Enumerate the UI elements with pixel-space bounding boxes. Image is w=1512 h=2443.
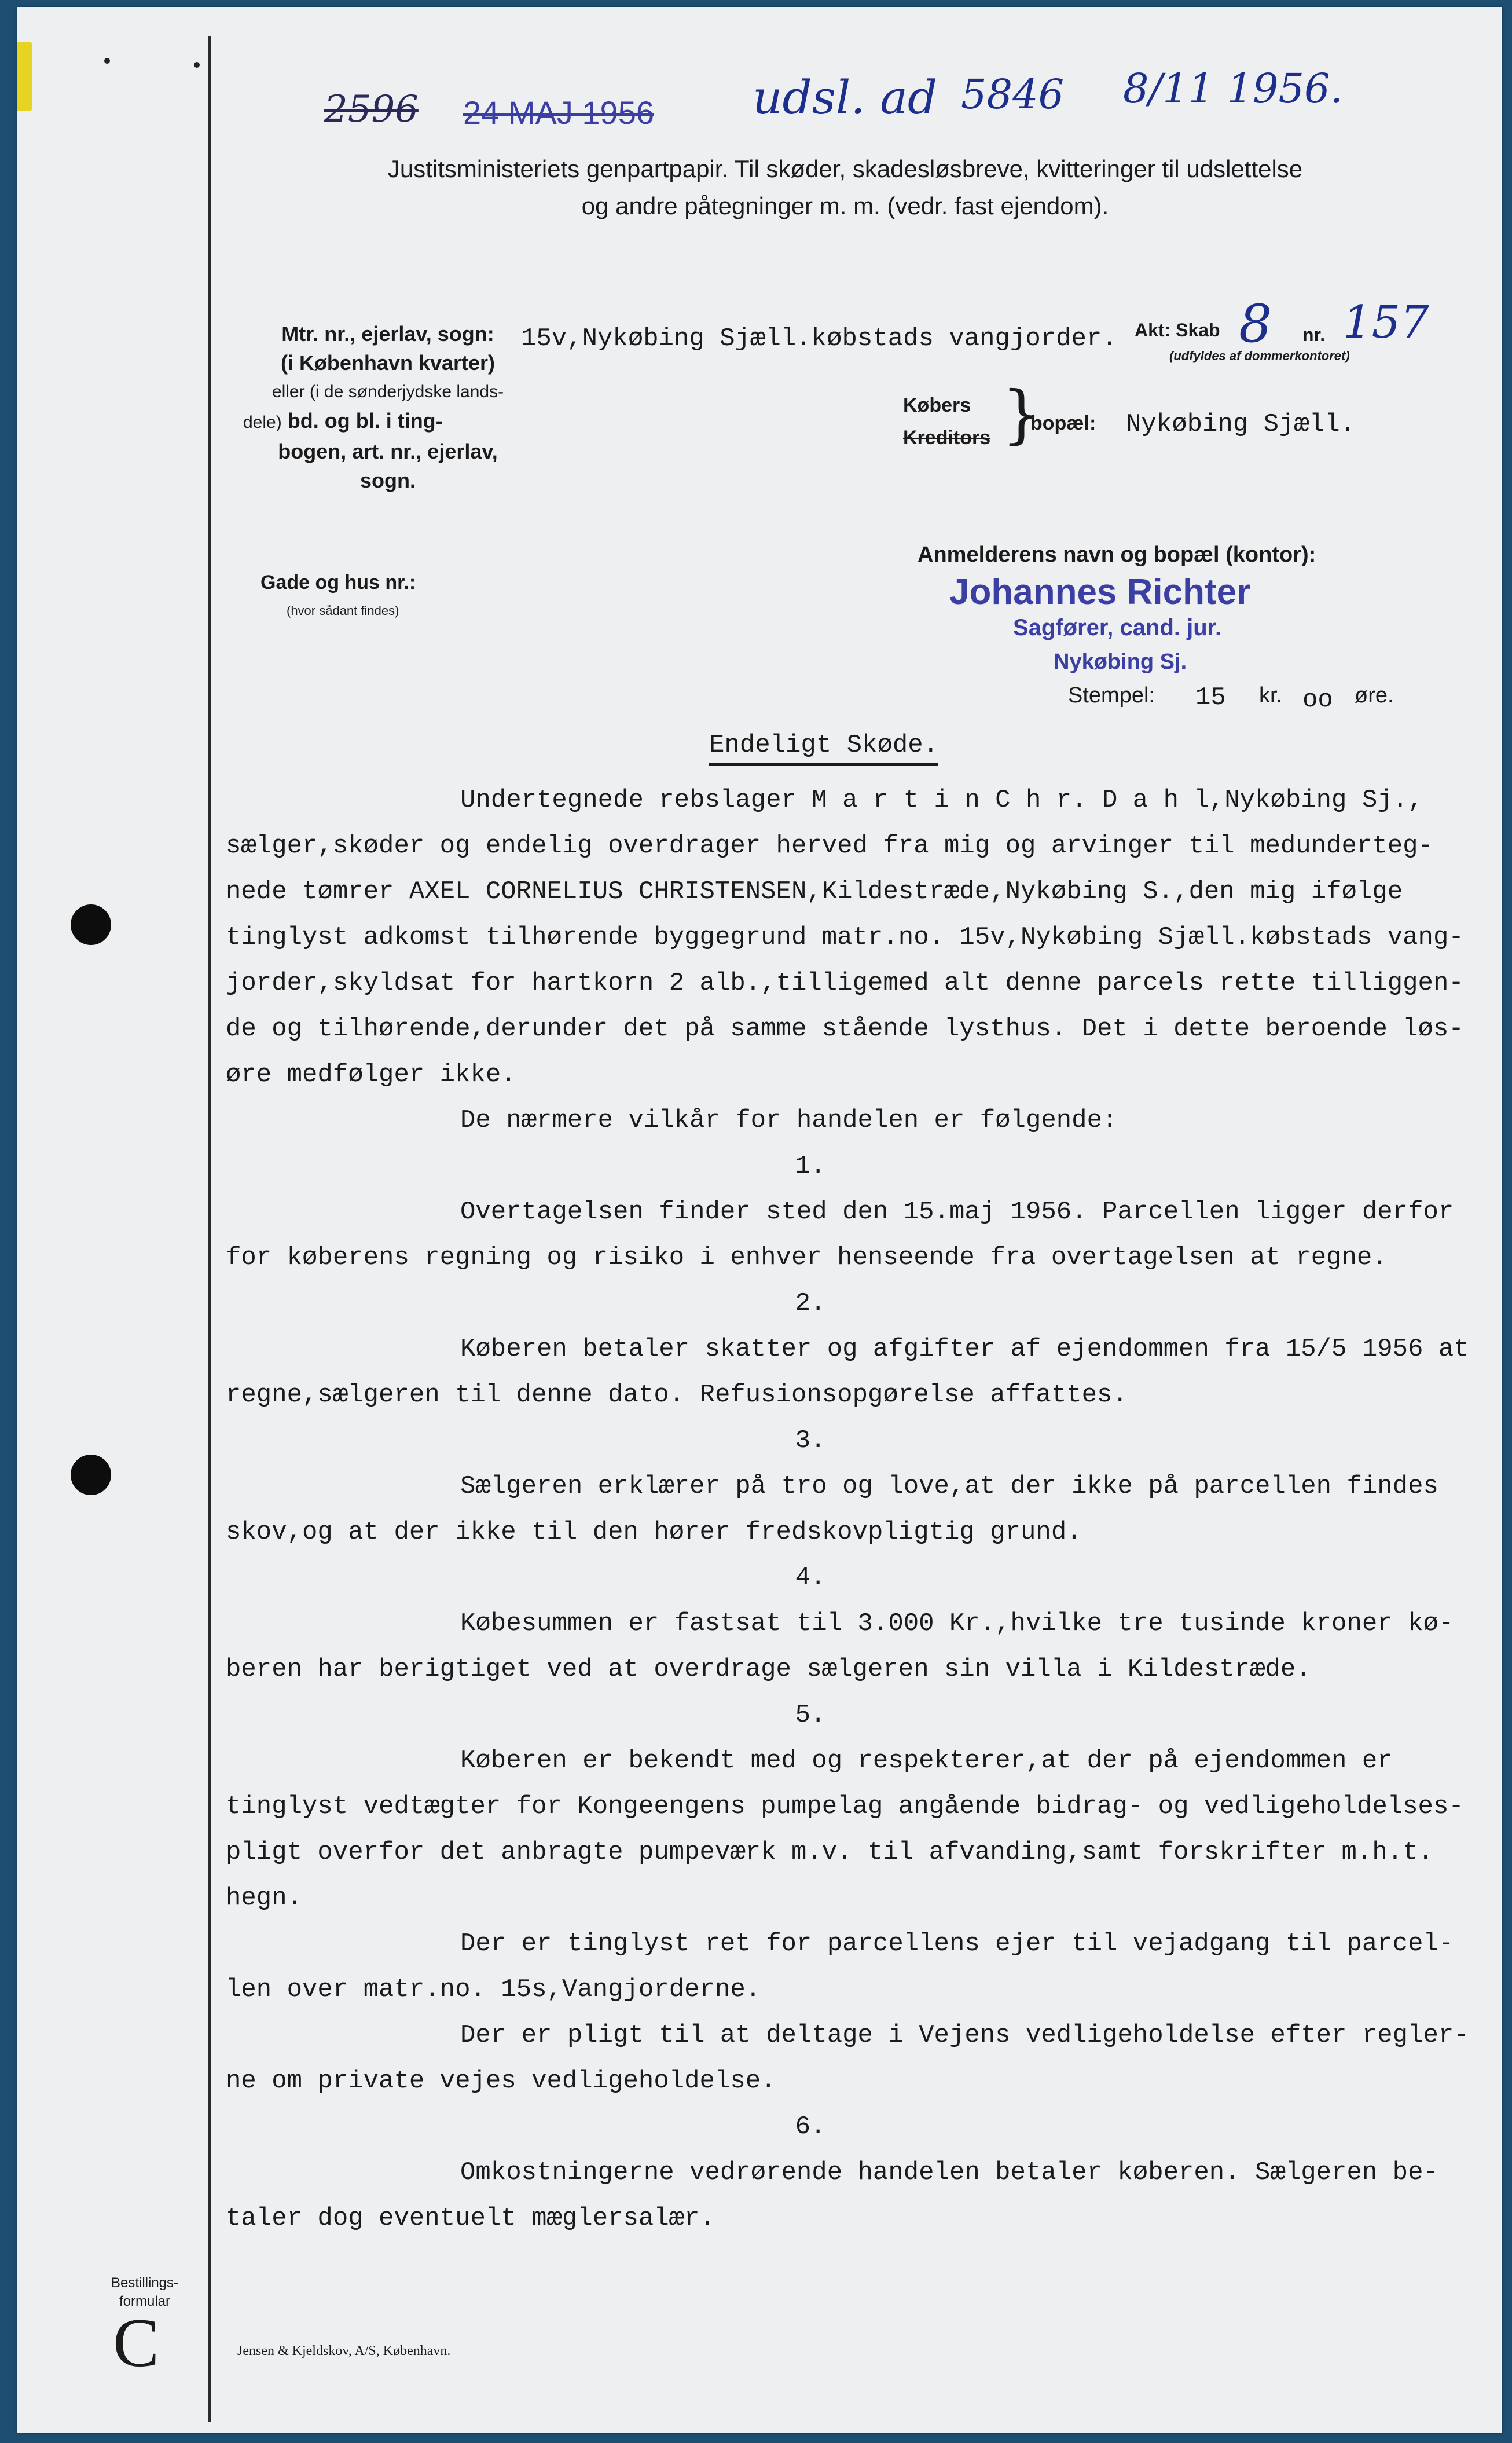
document-page <box>17 7 1502 2433</box>
sj-label-1: eller (i de sønderjydske lands- <box>271 382 504 401</box>
form-title-line-2: og andre påtegninger m. m. (vedr. fast ejendom). <box>581 192 1109 219</box>
body-line: De nærmere vilkår for handelen er følgende: <box>460 1106 1118 1135</box>
body-line: len over matr.no. 15s,Vangjorderne. <box>226 1975 761 2004</box>
section-number: 2. <box>795 1289 826 1318</box>
body-line: beren har berigtiget ved at overdrage sælgeren sin villa i Kildestræde. <box>226 1655 1311 1684</box>
sj-label-3: bd. og bl. i ting- <box>287 409 443 433</box>
body-line: hegn. <box>226 1884 303 1913</box>
form-title-line-1: Justitsministeriets genpartpapir. Til skøder, skadesløsbreve, kvitteringer til udslettelse <box>387 155 1303 182</box>
body-line: øre medfølger ikke. <box>226 1060 516 1089</box>
body-line: sælger,skøder og endelig overdrager herved fra mig og arvinger til medunderteg- <box>226 832 1433 860</box>
body-line: for køberens regning og risiko i enhver henseende fra overtagelsen at regne. <box>226 1243 1388 1272</box>
section-number: 3. <box>795 1426 826 1455</box>
brace-glyph: } <box>1001 377 1042 451</box>
stamp-city: Nykøbing Sj. <box>1054 650 1187 674</box>
old-number: 2596 <box>324 88 419 131</box>
akt-nr-label: nr. <box>1302 324 1326 345</box>
body-line: jorder,skyldsat for hartkorn 2 alb.,tilligemed alt denne parcels rette tilliggen- <box>226 969 1464 998</box>
section-number: 5. <box>795 1701 826 1730</box>
dot-mark <box>194 62 200 68</box>
body-line: Sælgeren erklærer på tro og love,at der ikke på parcellen findes <box>460 1472 1438 1501</box>
form-letter: C <box>113 2304 160 2381</box>
akt-nr: 157 <box>1343 296 1429 349</box>
section-number: 1. <box>795 1152 826 1181</box>
body-line: Købesummen er fastsat til 3.000 Kr.,hvilke tre tusinde kroner kø- <box>460 1609 1454 1638</box>
mtr-value: 15v,Nykøbing Sjæll.købstads vangjorder. <box>521 324 1117 353</box>
stamp-title: Sagfører, cand. jur. <box>1013 615 1222 640</box>
body-line: regne,sælgeren til denne dato. Refusionsopgørelse affattes. <box>226 1380 1128 1409</box>
hand-date: 8/11 1956. <box>1123 65 1343 112</box>
section-number: 6. <box>795 2112 826 2141</box>
gade-note: (hvor sådant findes) <box>287 603 399 618</box>
kreditors-label: Kreditors <box>903 427 991 449</box>
body-line: Der er tinglyst ret for parcellens ejer til vejadgang til parcel- <box>460 1929 1454 1958</box>
body-line: Der er pligt til at deltage i Vejens vedligeholdelse efter regler- <box>460 2021 1469 2050</box>
bopael-value: Nykøbing Sjæll. <box>1126 410 1356 439</box>
stamp-name: Johannes Richter <box>949 572 1251 612</box>
section-number: 4. <box>795 1563 826 1592</box>
sj-label-4: bogen, art. nr., ejerlav, <box>278 439 498 463</box>
bopael-label: bopæl: <box>1030 412 1096 434</box>
doc-title: Endeligt Skøde. <box>709 731 938 766</box>
printer-name: Jensen & Kjeldskov, A/S, København. <box>237 2343 451 2358</box>
body-line: Køberen betaler skatter og afgifter af ejendommen fra 15/5 1956 at <box>460 1335 1469 1364</box>
punch-hole-upper <box>71 904 111 945</box>
stempel-label: Stempel: <box>1068 683 1155 708</box>
dot-mark <box>104 58 110 64</box>
akt-skab: 8 <box>1239 294 1272 354</box>
body-line: Undertegnede rebslager M a r t i n C h r. D a h l,Nykøbing Sj., <box>460 786 1423 815</box>
akt-label: Akt: Skab <box>1135 320 1220 340</box>
body-line: Omkostningerne vedrørende handelen betaler køberen. Sælgeren be- <box>460 2158 1438 2187</box>
body-line: Køberen er bekendt med og respekterer,at der på ejendommen er <box>460 1746 1393 1775</box>
stempel-kr-label: kr. <box>1259 683 1283 708</box>
bestillings-line-2: formular <box>119 2294 171 2309</box>
form-title <box>214 151 1476 225</box>
bestillings-line-1: Bestillings- <box>111 2275 179 2291</box>
punch-hole-lower <box>71 1455 111 1495</box>
kbh-label: (i København kvarter) <box>280 351 496 375</box>
property-labels <box>243 320 533 495</box>
body-line: de og tilhørende,derunder det på samme stående lysthus. Det i dette beroende løs- <box>226 1014 1464 1043</box>
yellow-tab <box>17 42 32 111</box>
kobers-kreditors <box>903 389 990 454</box>
body-line: ne om private vejes vedligeholdelse. <box>226 2067 776 2096</box>
stempel-ore-value: oo <box>1302 686 1333 715</box>
sj-label-2: dele) <box>243 413 282 432</box>
body-line: taler dog eventuelt mæglersalær. <box>226 2204 715 2233</box>
body-line: skov,og at der ikke til den hører fredskovpligtig grund. <box>226 1518 1082 1547</box>
hand-note: udsl. ad <box>753 71 938 124</box>
kobers-label: Købers <box>903 394 971 416</box>
margin-rule <box>208 36 211 2422</box>
gade-label: Gade og hus nr.: <box>260 572 416 594</box>
stempel-ore-label: øre. <box>1355 683 1394 708</box>
body-line: Overtagelsen finder sted den 15.maj 1956. Parcellen ligger derfor <box>460 1197 1454 1226</box>
hand-number: 5846 <box>961 71 1065 118</box>
anmelder-label: Anmelderens navn og bopæl (kontor): <box>918 543 1316 567</box>
body-line: tinglyst adkomst tilhørende byggegrund matr.no. 15v,Nykøbing Sjæll.købstads vang- <box>226 923 1464 952</box>
sj-label-5: sogn. <box>360 468 416 492</box>
body-line: pligt overfor det anbragte pumpeværk m.v. til afvanding,samt forskrifter m.h.t. <box>226 1838 1433 1867</box>
mtr-label: Mtr. nr., ejerlav, sogn: <box>281 322 494 346</box>
body-line: tinglyst vedtægter for Kongeengens pumpelag angående bidrag- og vedligeholdelses- <box>226 1792 1464 1821</box>
stamped-date: 24 MAJ 1956 <box>463 94 654 131</box>
body-line: nede tømrer AXEL CORNELIUS CHRISTENSEN,Kildestræde,Nykøbing S.,den mig ifølge <box>226 877 1403 906</box>
akt-note: (udfyldes af dommerkontoret) <box>1169 349 1350 363</box>
stempel-kr-value: 15 <box>1195 683 1226 712</box>
